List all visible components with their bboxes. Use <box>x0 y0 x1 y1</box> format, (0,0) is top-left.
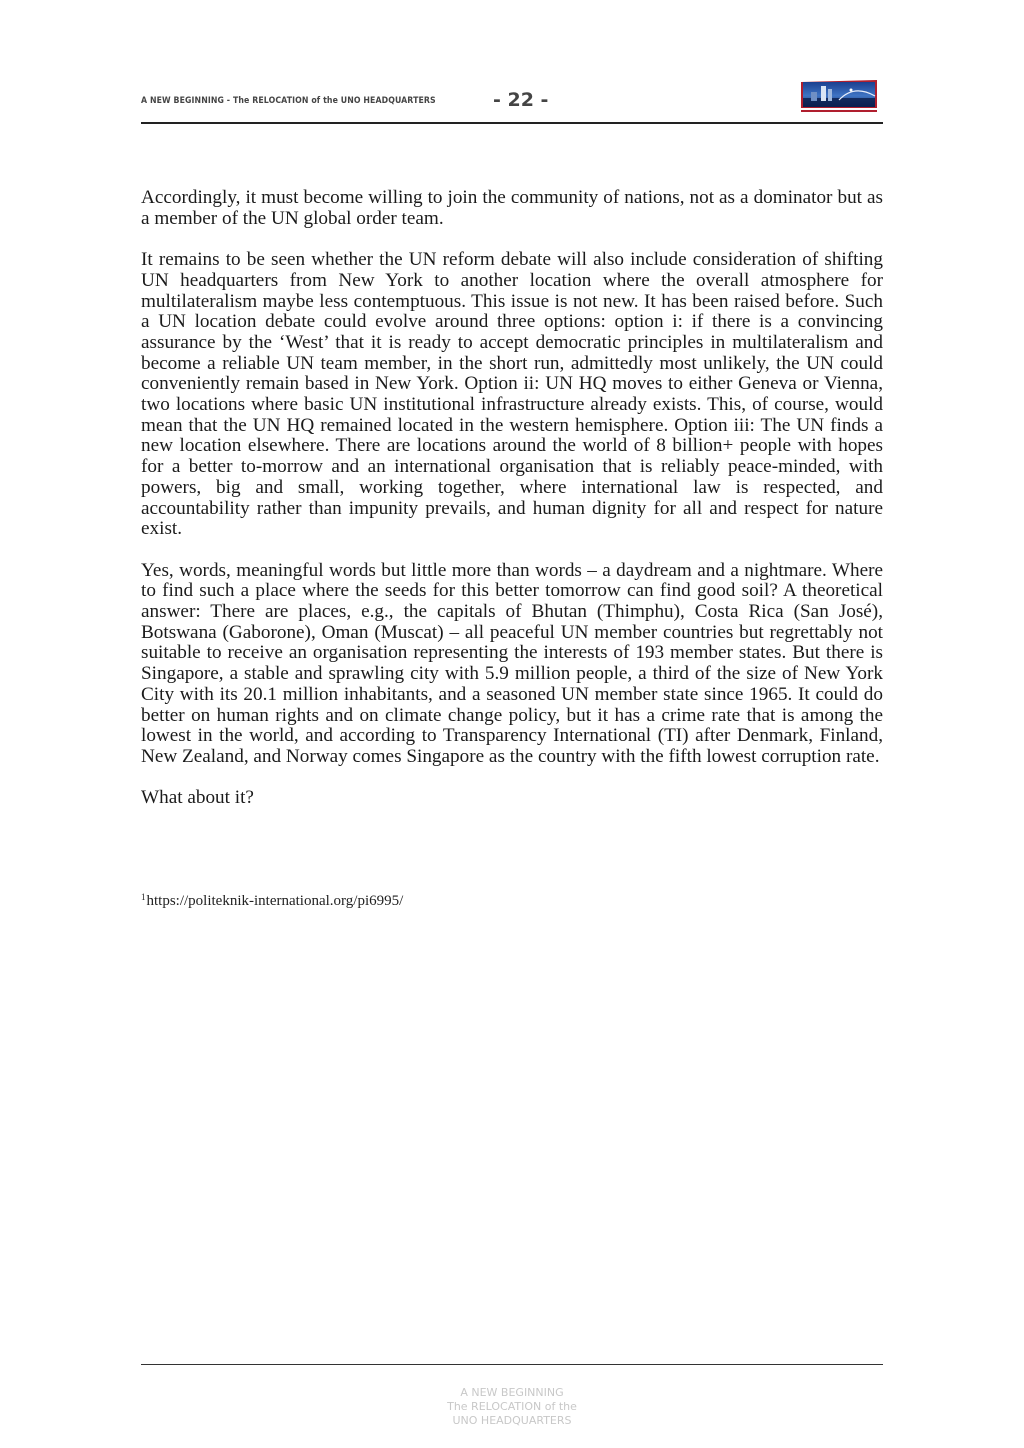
paragraph: Accordingly, it must become willing to join the community of nations, not as a dominator but as a member of the UN global order team. <box>141 187 883 229</box>
paragraph: It remains to be seen whether the UN reform debate will also include consideration of shifting UN headquarters from New York to another location where the overall atmosphere for multilateralism maybe less contemptuous. This issue is not new. It has been raised before. Such a UN location debate could evolve around three options: option i: if there is a convincing assurance by the ‘West’ that it is ready to accept democratic principles in multilateralism and become a reliable UN team member, in the short run, admittedly most unlikely, the UN could conveniently remain based in New York. Option ii: UN HQ moves to either Geneva or Vienna, two locations where basic UN institutional infrastructure already exists. This, of course, would mean that the UN HQ remained located in the western hemisphere. Option iii: The UN finds a new location elsewhere. There are locations around the world of 8 billion+ people with hopes for a better to-morrow and an international organisation that is reliably peace-minded, with powers, big and small, working together, where international law is respected, and accountability rather than impunity prevails, and human dignity for all and respect for nature exist. <box>141 249 883 540</box>
page-footer <box>0 1386 1024 1428</box>
header-divider <box>141 122 883 124</box>
cover-thumbnail-image <box>799 78 879 116</box>
running-title: A NEW BEGINNING - The RELOCATION of the UNO HEADQUARTERS <box>141 96 436 106</box>
paragraph: What about it? <box>141 787 254 809</box>
page-number: - 22 - <box>493 89 549 111</box>
footnote-marker: 1 <box>141 892 146 902</box>
body-text <box>141 188 883 830</box>
paragraph: Yes, words, meaningful words but little more than words – a daydream and a nightmare. Where to find such a place where the seeds for this better tomorrow can find good soil? A theoretical answer: There are places, e.g., the capitals of Bhutan (Thimphu), Costa Rica (San José), Botswana (Gaborone), Oman (Muscat) – all peaceful UN member countries but regrettably not suitable to receive an organisation representing the interests of 193 member states. But there is Singapore, a stable and sprawling city with 5.9 million people, a third of the size of New York City with its 20.1 million inhabitants, and a seasoned UN member state since 1965. It could do better on human rights and on climate change policy, but it has a crime rate that is among the lowest in the world, and according to Transparency International (TI) after Denmark, Finland, New Zealand, and Norway comes Singapore as the country with the fifth lowest corruption rate. <box>141 559 883 767</box>
footnote-link[interactable]: https://politeknik-international.org/pi6995/ <box>146 893 404 909</box>
footnote <box>141 893 403 910</box>
page-header <box>141 78 883 126</box>
footer-divider <box>141 1364 883 1365</box>
footer-line: A NEW BEGINNING <box>460 1386 564 1399</box>
footer-line: UNO HEADQUARTERS <box>452 1414 572 1427</box>
footer-line: The RELOCATION of the <box>447 1400 577 1413</box>
